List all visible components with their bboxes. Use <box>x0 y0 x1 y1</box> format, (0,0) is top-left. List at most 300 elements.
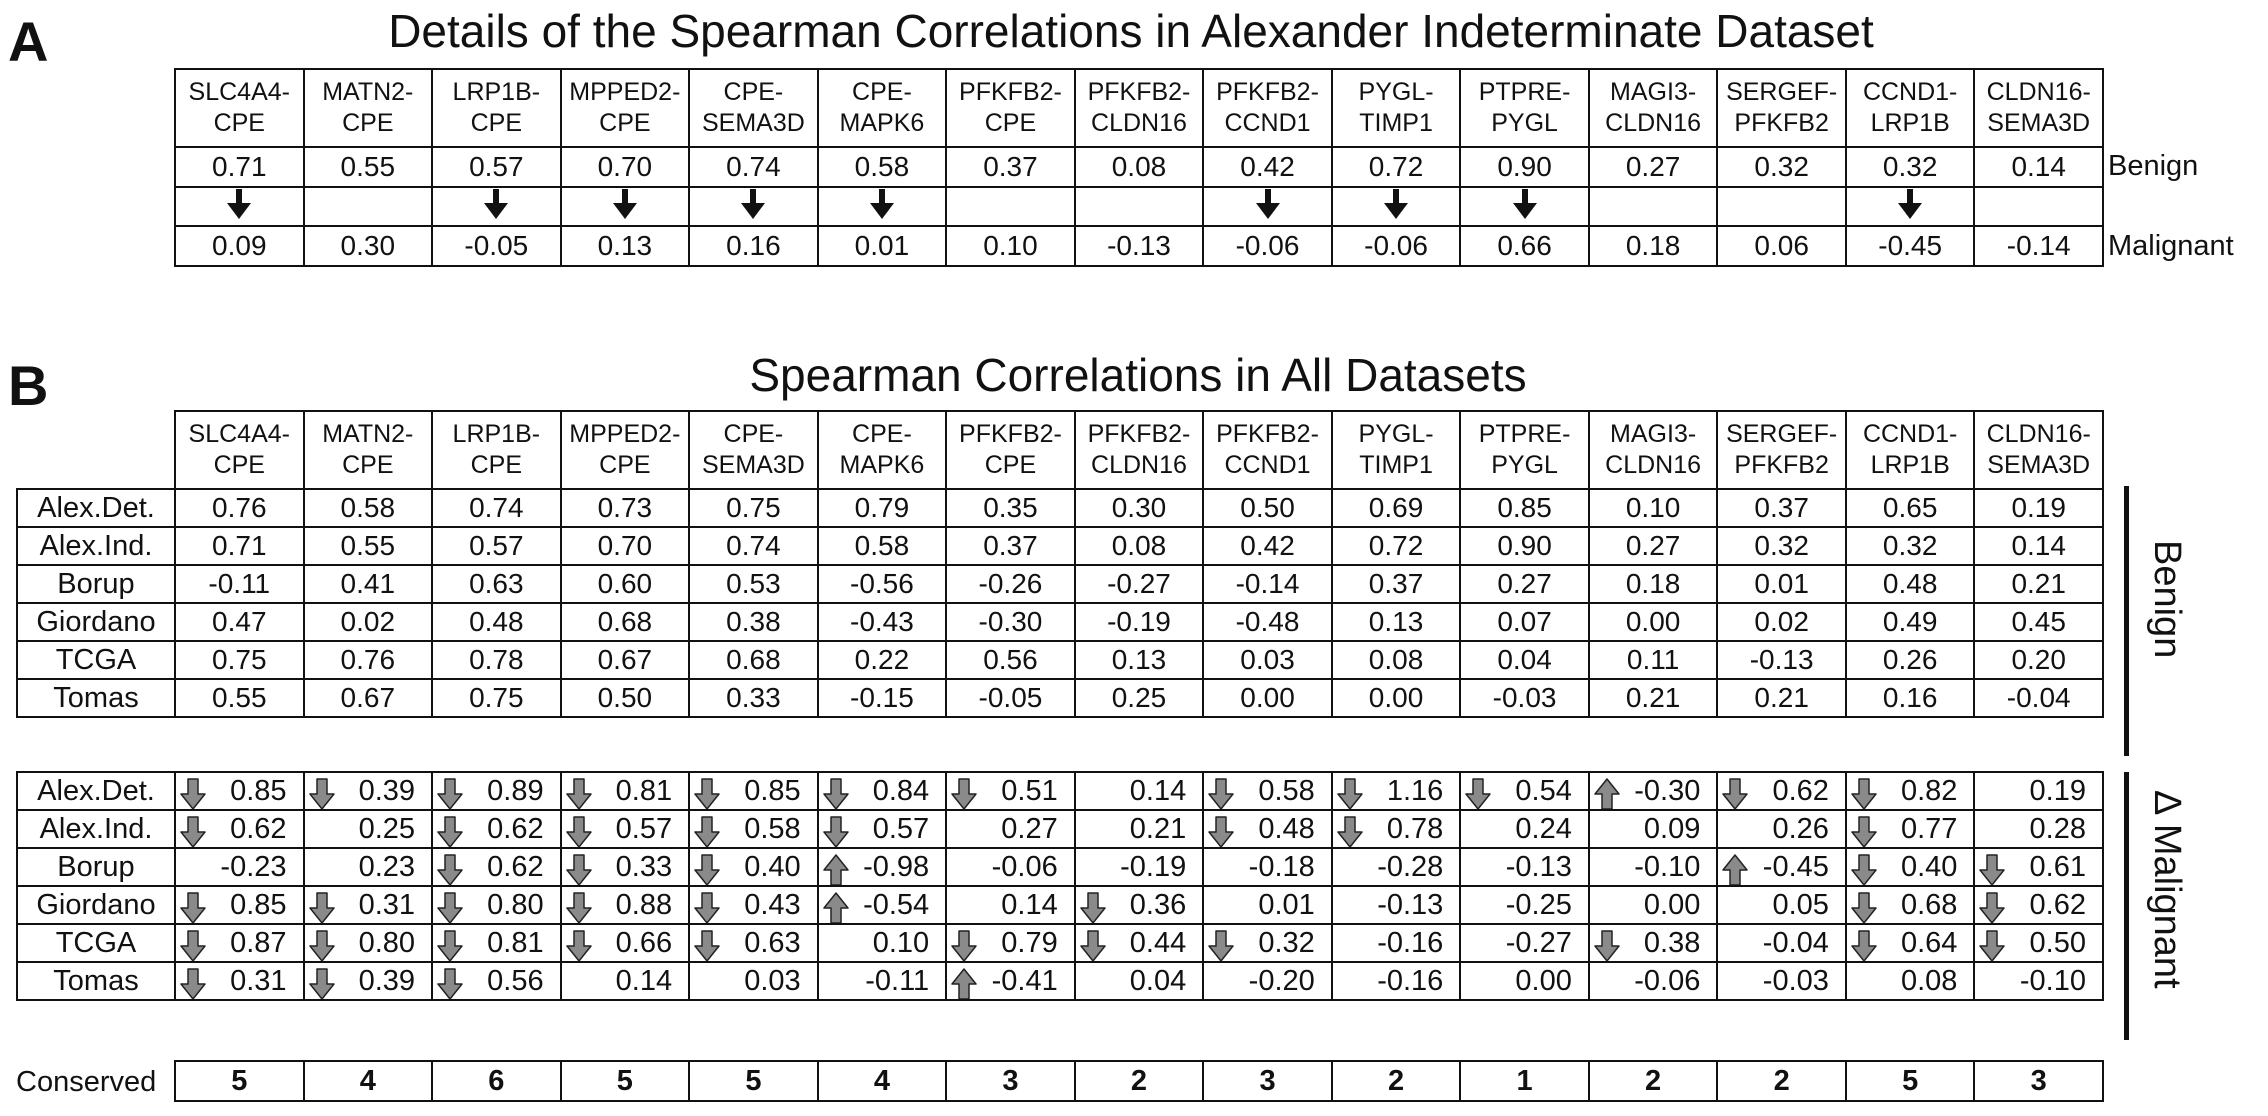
benign-correlation-cell: 0.76 <box>304 641 433 679</box>
delta-value: 0.62 <box>230 812 287 845</box>
benign-value-cell: 0.58 <box>818 147 947 187</box>
panel-b-letter: B <box>8 354 49 417</box>
delta-correlation-cell <box>432 886 561 924</box>
down-arrow-icon <box>309 967 335 1000</box>
delta-correlation-cell <box>304 886 433 924</box>
gene-pair-line-1: PFKFB2- <box>1216 420 1319 448</box>
benign-correlation-cell: 0.10 <box>1589 489 1718 527</box>
delta-value: 0.81 <box>487 926 544 959</box>
delta-value: 0.32 <box>1258 926 1315 959</box>
panel-b-malignant-table <box>16 771 2104 1001</box>
gene-pair-line-1: PTPRE- <box>1478 420 1571 448</box>
down-arrow-icon <box>1979 891 2005 924</box>
arrow-cell <box>818 187 947 226</box>
delta-value: 0.81 <box>615 774 673 807</box>
gene-pair-header <box>304 411 433 489</box>
delta-value: 0.82 <box>1900 774 1958 807</box>
arrow-cell <box>1846 187 1975 226</box>
delta-correlation-cell <box>1075 886 1204 924</box>
delta-value: -0.04 <box>1762 926 1829 959</box>
delta-value: 0.01 <box>1258 888 1315 921</box>
gene-pair-line-2: CPE <box>984 109 1037 137</box>
benign-correlation-cell: 0.75 <box>432 679 561 717</box>
delta-value: 0.03 <box>744 964 801 997</box>
delta-value: 0.57 <box>615 812 673 845</box>
down-arrow-icon <box>437 853 463 886</box>
gene-pair-line-2: CPE <box>470 109 523 137</box>
delta-value: -0.03 <box>1762 964 1829 997</box>
down-arrow-icon <box>1851 853 1877 886</box>
benign-correlation-cell: -0.56 <box>818 565 947 603</box>
down-arrow-icon <box>1979 853 2005 886</box>
benign-value-cell: 0.14 <box>1974 147 2103 187</box>
delta-correlation-cell <box>1332 886 1461 924</box>
benign-correlation-cell: 0.26 <box>1846 641 1975 679</box>
gene-pair-line-2: SEMA3D <box>1987 451 2091 479</box>
gene-pair-header <box>1075 411 1204 489</box>
delta-value: 0.36 <box>1129 888 1187 921</box>
delta-value: 0.63 <box>744 926 801 959</box>
delta-value: 0.28 <box>2029 812 2086 845</box>
benign-correlation-cell: 0.71 <box>175 527 304 565</box>
gene-pair-line-2: CPE <box>599 451 651 479</box>
down-arrow-icon <box>1895 188 1925 220</box>
delta-correlation-cell <box>561 924 690 962</box>
gene-pair-line-1: MAGI3- <box>1610 420 1697 448</box>
delta-value: 0.88 <box>615 888 673 921</box>
benign-value-cell: 0.27 <box>1589 147 1718 187</box>
benign-correlation-cell: -0.03 <box>1460 679 1589 717</box>
gene-pair-header <box>1332 411 1461 489</box>
down-arrow-icon <box>1381 188 1411 220</box>
down-arrow-icon <box>1722 777 1748 810</box>
benign-correlation-cell: 0.30 <box>1075 489 1204 527</box>
malignant-value-cell: -0.06 <box>1203 226 1332 266</box>
delta-correlation-cell <box>1717 924 1846 962</box>
benign-correlation-cell: 0.37 <box>946 527 1075 565</box>
benign-correlation-cell: 0.32 <box>1846 527 1975 565</box>
arrow-cell <box>304 187 433 226</box>
malignant-value-cell: -0.45 <box>1846 226 1975 266</box>
gene-pair-line-2: LRP1B <box>1870 109 1950 137</box>
gene-pair-line-2: CLDN16 <box>1605 451 1702 479</box>
delta-value: -0.27 <box>1505 926 1572 959</box>
benign-correlation-cell: 0.72 <box>1332 527 1461 565</box>
benign-correlation-cell: 0.42 <box>1203 527 1332 565</box>
benign-correlation-cell: -0.26 <box>946 565 1075 603</box>
delta-value: -0.10 <box>2019 964 2086 997</box>
conserved-count-cell: 2 <box>1075 1061 1204 1101</box>
delta-correlation-cell <box>1974 886 2103 924</box>
conserved-count-cell: 3 <box>1203 1061 1332 1101</box>
delta-value: -0.06 <box>991 850 1058 883</box>
delta-correlation-cell <box>818 772 947 810</box>
delta-correlation-cell <box>1460 772 1589 810</box>
gene-pair-line-2: CPE <box>213 109 265 137</box>
down-arrow-icon <box>180 967 206 1000</box>
gene-pair-header <box>1974 411 2103 489</box>
gene-pair-line-2: PYGL <box>1491 109 1558 137</box>
delta-correlation-cell <box>304 810 433 848</box>
arrow-cell <box>689 187 818 226</box>
delta-value: 0.62 <box>487 850 544 883</box>
delta-correlation-cell <box>175 848 304 886</box>
benign-correlation-cell: 0.56 <box>946 641 1075 679</box>
delta-value: 0.23 <box>358 850 416 883</box>
delta-value: 0.21 <box>1129 812 1187 845</box>
delta-correlation-cell <box>1717 810 1846 848</box>
down-arrow-icon <box>1253 188 1283 220</box>
benign-side-label: Benign <box>2146 540 2188 659</box>
delta-value: 0.50 <box>2029 926 2086 959</box>
conserved-count-cell: 6 <box>432 1061 561 1101</box>
delta-value: 0.40 <box>1900 850 1958 883</box>
gene-pair-line-1: PYGL- <box>1358 420 1434 448</box>
delta-correlation-cell <box>1589 924 1718 962</box>
delta-correlation-cell <box>304 962 433 1000</box>
malignant-side-label: Δ Malignant <box>2146 790 2188 989</box>
benign-correlation-cell: 0.35 <box>946 489 1075 527</box>
delta-correlation-cell <box>818 962 947 1000</box>
benign-correlation-cell: 0.21 <box>1974 565 2103 603</box>
delta-correlation-cell <box>432 848 561 886</box>
down-arrow-icon <box>1510 188 1540 220</box>
gene-pair-header <box>1203 69 1332 147</box>
delta-correlation-cell <box>432 962 561 1000</box>
gene-pair-header <box>689 69 818 147</box>
benign-correlation-cell: 0.58 <box>304 489 433 527</box>
benign-correlation-cell: -0.27 <box>1075 565 1204 603</box>
benign-correlation-cell: 0.55 <box>304 527 433 565</box>
delta-correlation-cell <box>1203 924 1332 962</box>
delta-value: 0.31 <box>358 888 416 921</box>
gene-pair-line-2: SEMA3D <box>701 451 805 479</box>
delta-value: 0.78 <box>1386 812 1444 845</box>
delta-value: -0.41 <box>991 964 1058 997</box>
benign-correlation-cell: 0.69 <box>1332 489 1461 527</box>
delta-value: 0.80 <box>487 888 544 921</box>
down-arrow-icon <box>180 815 206 848</box>
delta-correlation-cell <box>818 810 947 848</box>
delta-value: -0.98 <box>863 850 930 883</box>
gene-pair-line-1: CPE- <box>723 78 784 106</box>
up-arrow-icon <box>1722 853 1748 886</box>
delta-correlation-cell <box>1974 848 2103 886</box>
benign-correlation-cell: 0.18 <box>1589 565 1718 603</box>
malignant-value-cell: -0.14 <box>1974 226 2103 266</box>
down-arrow-icon <box>1080 891 1106 924</box>
delta-value: 0.62 <box>1772 774 1829 807</box>
delta-correlation-cell <box>175 924 304 962</box>
down-arrow-icon <box>610 188 640 220</box>
up-arrow-icon <box>1594 777 1620 810</box>
malignant-value-cell: 0.01 <box>818 226 947 266</box>
benign-correlation-cell: 0.49 <box>1846 603 1975 641</box>
benign-correlation-cell: 0.27 <box>1460 565 1589 603</box>
arrow-cell <box>946 187 1075 226</box>
benign-row <box>17 565 2103 603</box>
down-arrow-icon <box>694 929 720 962</box>
conserved-count-cell: 5 <box>561 1061 690 1101</box>
delta-correlation-cell <box>1460 810 1589 848</box>
benign-correlation-cell: 0.38 <box>689 603 818 641</box>
delta-correlation-cell <box>1075 924 1204 962</box>
delta-correlation-cell <box>946 848 1075 886</box>
gene-pair-line-1: PFKFB2- <box>1087 420 1191 448</box>
benign-correlation-cell: 0.78 <box>432 641 561 679</box>
gene-pair-line-1: PFKFB2- <box>1087 78 1191 106</box>
delta-value: 0.14 <box>1001 888 1058 921</box>
benign-correlation-cell: 0.08 <box>1075 527 1204 565</box>
down-arrow-icon <box>180 891 206 924</box>
conserved-table <box>174 1060 2104 1102</box>
delta-correlation-cell <box>1075 962 1204 1000</box>
gene-pair-line-1: CCND1- <box>1862 420 1958 448</box>
delta-value: 0.58 <box>1258 774 1315 807</box>
malignant-delta-row <box>17 848 2103 886</box>
arrow-cell <box>1203 187 1332 226</box>
gene-pair-line-1: CLDN16- <box>1986 420 2091 448</box>
benign-value-cell: 0.57 <box>432 147 561 187</box>
delta-correlation-cell <box>1203 962 1332 1000</box>
delta-correlation-cell <box>432 772 561 810</box>
delta-value: 1.16 <box>1386 774 1444 807</box>
gene-pair-line-1: CPE- <box>852 420 912 448</box>
dataset-label: Giordano <box>17 603 175 641</box>
delta-value: -0.28 <box>1377 850 1444 883</box>
delta-correlation-cell <box>1589 886 1718 924</box>
gene-pair-header <box>1589 69 1718 147</box>
gene-pair-line-2: SEMA3D <box>1987 109 2091 137</box>
gene-pair-line-2: CPE <box>599 109 651 137</box>
delta-value: 0.77 <box>1900 812 1958 845</box>
benign-value-cell: 0.71 <box>175 147 304 187</box>
gene-pair-line-2: CLDN16 <box>1091 451 1187 479</box>
gene-pair-line-1: MPPED2- <box>569 78 681 106</box>
delta-correlation-cell <box>304 772 433 810</box>
down-arrow-icon <box>309 777 335 810</box>
panel-a-letter: A <box>8 10 49 73</box>
delta-value: 0.68 <box>1900 888 1958 921</box>
benign-correlation-cell: 0.20 <box>1974 641 2103 679</box>
delta-correlation-cell <box>1460 962 1589 1000</box>
malignant-value-cell: 0.30 <box>304 226 433 266</box>
down-arrow-icon <box>867 188 897 220</box>
delta-value: 0.25 <box>358 812 416 845</box>
panel-a-malignant-label: Malignant <box>2108 230 2234 262</box>
benign-correlation-cell: 0.08 <box>1332 641 1461 679</box>
delta-correlation-cell <box>689 962 818 1000</box>
delta-value: -0.10 <box>1634 850 1701 883</box>
down-arrow-icon <box>180 929 206 962</box>
delta-correlation-cell <box>1332 924 1461 962</box>
delta-correlation-cell <box>689 810 818 848</box>
benign-correlation-cell: 0.16 <box>1846 679 1975 717</box>
benign-correlation-cell: 0.04 <box>1460 641 1589 679</box>
benign-correlation-cell: 0.48 <box>432 603 561 641</box>
delta-correlation-cell <box>1717 962 1846 1000</box>
benign-value-cell: 0.32 <box>1846 147 1975 187</box>
down-arrow-icon <box>1851 777 1877 810</box>
delta-correlation-cell <box>946 886 1075 924</box>
delta-value: 0.61 <box>2029 850 2086 883</box>
gene-pair-header <box>304 69 433 147</box>
down-arrow-icon <box>1080 929 1106 962</box>
benign-correlation-cell: 0.00 <box>1332 679 1461 717</box>
delta-correlation-cell <box>432 810 561 848</box>
down-arrow-icon <box>738 188 768 220</box>
delta-value: 0.38 <box>1643 926 1701 959</box>
delta-value: -0.18 <box>1248 850 1315 883</box>
delta-correlation-cell <box>689 886 818 924</box>
benign-value-cell: 0.37 <box>946 147 1075 187</box>
dataset-label: Alex.Ind. <box>17 810 175 848</box>
gene-pair-line-2: MAPK6 <box>839 451 925 479</box>
benign-correlation-cell: 0.74 <box>432 489 561 527</box>
delta-correlation-cell <box>1075 810 1204 848</box>
arrow-cell <box>1075 187 1204 226</box>
delta-correlation-cell <box>1332 810 1461 848</box>
gene-pair-header <box>1717 69 1846 147</box>
delta-value: 0.64 <box>1900 926 1958 959</box>
gene-pair-line-1: MATN2- <box>322 78 414 106</box>
delta-correlation-cell <box>1717 848 1846 886</box>
benign-correlation-cell: 0.67 <box>561 641 690 679</box>
delta-value: 0.57 <box>872 812 930 845</box>
delta-correlation-cell <box>1974 962 2103 1000</box>
benign-value-cell: 0.08 <box>1075 147 1204 187</box>
delta-value: 0.00 <box>1515 964 1572 997</box>
panel-b-title: Spearman Correlations in All Datasets <box>749 349 1527 401</box>
delta-value: 0.56 <box>487 964 544 997</box>
benign-correlation-cell: 0.27 <box>1589 527 1718 565</box>
down-arrow-icon <box>951 929 977 962</box>
down-arrow-icon <box>1465 777 1491 810</box>
down-arrow-icon <box>309 929 335 962</box>
benign-correlation-cell: 0.57 <box>432 527 561 565</box>
benign-correlation-cell: 0.47 <box>175 603 304 641</box>
down-arrow-icon <box>1979 929 2005 962</box>
arrow-cell <box>1717 187 1846 226</box>
benign-correlation-cell: 0.50 <box>1203 489 1332 527</box>
delta-correlation-cell <box>1846 772 1975 810</box>
conserved-count-cell: 5 <box>175 1061 304 1101</box>
delta-value: -0.06 <box>1634 964 1701 997</box>
delta-value: 0.10 <box>872 926 930 959</box>
delta-value: 0.66 <box>615 926 673 959</box>
down-arrow-icon <box>1594 929 1620 962</box>
delta-correlation-cell <box>818 924 947 962</box>
gene-pair-line-1: SERGEF- <box>1726 420 1838 448</box>
malignant-value-cell: 0.06 <box>1717 226 1846 266</box>
benign-correlation-cell: 0.13 <box>1332 603 1461 641</box>
delta-value: -0.20 <box>1248 964 1315 997</box>
arrow-cell <box>432 187 561 226</box>
gene-pair-line-1: PFKFB2- <box>959 78 1062 106</box>
delta-value: 0.39 <box>358 774 416 807</box>
down-arrow-icon <box>566 891 592 924</box>
down-arrow-icon <box>694 777 720 810</box>
down-arrow-icon <box>1208 929 1234 962</box>
gene-pair-line-2: CCND1 <box>1224 451 1311 479</box>
delta-correlation-cell <box>1717 886 1846 924</box>
benign-correlation-cell: 0.53 <box>689 565 818 603</box>
benign-correlation-cell: 0.03 <box>1203 641 1332 679</box>
benign-correlation-cell: 0.21 <box>1589 679 1718 717</box>
malignant-delta-row <box>17 810 2103 848</box>
benign-correlation-cell: 0.48 <box>1846 565 1975 603</box>
delta-value: 0.40 <box>744 850 801 883</box>
delta-value: 0.79 <box>1001 926 1058 959</box>
delta-correlation-cell <box>946 810 1075 848</box>
down-arrow-icon <box>224 188 254 220</box>
benign-correlation-cell: 0.02 <box>304 603 433 641</box>
delta-correlation-cell <box>1203 886 1332 924</box>
malignant-value-cell: 0.09 <box>175 226 304 266</box>
arrow-cell <box>1332 187 1461 226</box>
benign-row <box>17 679 2103 717</box>
benign-correlation-cell: 0.37 <box>1717 489 1846 527</box>
gene-pair-line-2: PYGL <box>1491 451 1558 479</box>
delta-value: -0.16 <box>1377 964 1444 997</box>
benign-correlation-cell: 0.74 <box>689 527 818 565</box>
down-arrow-icon <box>694 853 720 886</box>
delta-correlation-cell <box>1589 810 1718 848</box>
delta-value: 0.27 <box>1001 812 1058 845</box>
benign-correlation-cell: 0.67 <box>304 679 433 717</box>
benign-correlation-cell: 0.73 <box>561 489 690 527</box>
conserved-count-cell: 2 <box>1589 1061 1718 1101</box>
down-arrow-icon <box>180 777 206 810</box>
down-arrow-icon <box>823 815 849 848</box>
gene-pair-line-2: CPE <box>470 451 523 479</box>
gene-pair-line-2: TIMP1 <box>1359 451 1433 479</box>
delta-value: -0.19 <box>1120 850 1187 883</box>
delta-value: -0.25 <box>1505 888 1572 921</box>
benign-row <box>17 641 2103 679</box>
benign-correlation-cell: 0.68 <box>561 603 690 641</box>
delta-value: 0.85 <box>230 774 287 807</box>
benign-correlation-cell: 0.50 <box>561 679 690 717</box>
benign-correlation-cell: 0.01 <box>1717 565 1846 603</box>
delta-value: 0.84 <box>872 774 930 807</box>
gene-pair-line-1: SLC4A4- <box>188 78 290 106</box>
benign-correlation-cell: 0.13 <box>1075 641 1204 679</box>
gene-pair-line-1: CPE- <box>852 78 912 106</box>
delta-value: -0.45 <box>1762 850 1829 883</box>
gene-pair-header <box>946 411 1075 489</box>
delta-value: 0.62 <box>2029 888 2086 921</box>
conserved-count-cell: 1 <box>1460 1061 1589 1101</box>
delta-value: 0.62 <box>487 812 544 845</box>
delta-correlation-cell <box>1589 962 1718 1000</box>
panel-a-table <box>174 68 2104 267</box>
down-arrow-icon <box>951 777 977 810</box>
gene-pair-header <box>561 411 690 489</box>
conserved-count-cell: 5 <box>689 1061 818 1101</box>
benign-correlation-cell: 0.21 <box>1717 679 1846 717</box>
gene-pair-header <box>946 69 1075 147</box>
malignant-value-cell: -0.05 <box>432 226 561 266</box>
benign-correlation-cell: 0.63 <box>432 565 561 603</box>
delta-value: -0.30 <box>1634 774 1701 807</box>
delta-correlation-cell <box>1846 962 1975 1000</box>
delta-correlation-cell <box>1332 772 1461 810</box>
gene-pair-header <box>1846 411 1975 489</box>
benign-correlation-cell: -0.43 <box>818 603 947 641</box>
malignant-delta-row <box>17 886 2103 924</box>
delta-value: 0.31 <box>230 964 287 997</box>
